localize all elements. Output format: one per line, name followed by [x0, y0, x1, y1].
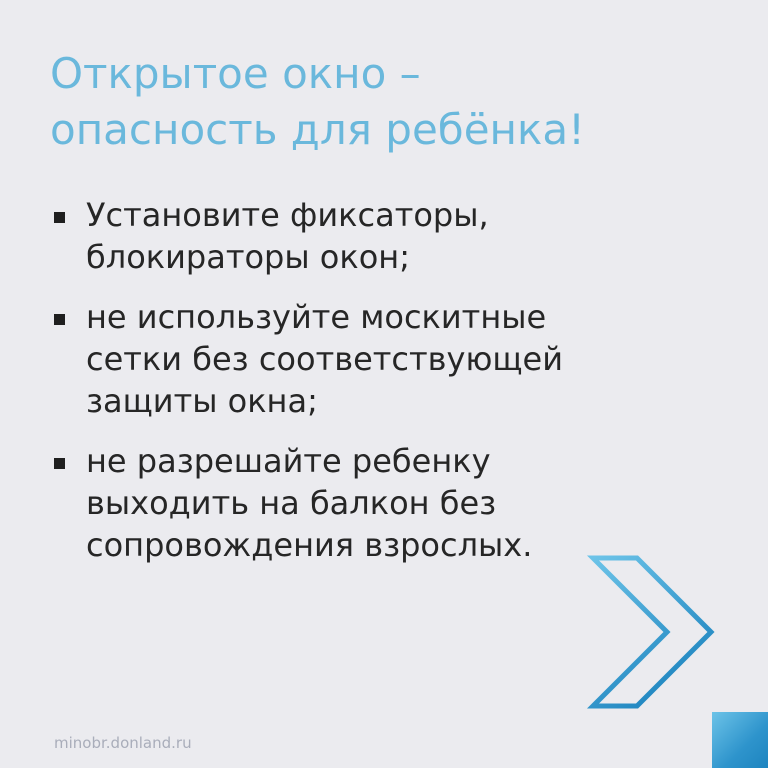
- square-bullet-icon: [54, 458, 65, 469]
- list-item: [52, 440, 662, 566]
- bullet-text-line: не разрешайте ребенку: [86, 442, 491, 480]
- site-url: minobr.donland.ru: [54, 734, 192, 752]
- bullet-text-line: сопровождения взрослых.: [86, 526, 533, 564]
- corner-decoration: [712, 712, 768, 768]
- page-title: [50, 46, 730, 158]
- list-item: [52, 194, 662, 278]
- bullet-text-line: не используйте москитные: [86, 298, 547, 336]
- bullet-text-line: Установите фиксаторы,: [86, 196, 489, 234]
- square-bullet-icon: [54, 212, 65, 223]
- bullet-text-line: блокираторы окон;: [86, 238, 410, 276]
- chevron-right-icon: [585, 548, 725, 716]
- bullet-text-line: сетки без соответствующей: [86, 340, 563, 378]
- title-line-1: Открытое окно –: [50, 49, 421, 98]
- list-item: [52, 296, 662, 422]
- bullet-text-line: выходить на балкон без: [86, 484, 497, 522]
- safety-tips-list: [52, 194, 662, 584]
- square-bullet-icon: [54, 314, 65, 325]
- bullet-text-line: защиты окна;: [86, 382, 318, 420]
- title-line-2: опасность для ребёнка!: [50, 105, 585, 154]
